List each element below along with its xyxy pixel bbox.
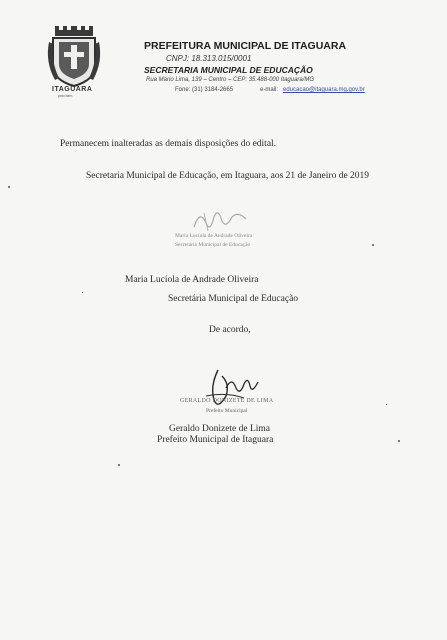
- signatory-2-role: Prefeito Municipal de Itaguara: [157, 435, 274, 445]
- crest-motto: pelo bem: [58, 94, 73, 98]
- agreement-line: De acordo,: [209, 325, 251, 335]
- crest-label: ITAGUARA: [52, 86, 93, 93]
- signature-scribble-2: [196, 366, 266, 412]
- paper-speck: [386, 404, 387, 405]
- header-department: SECRETARIA MUNICIPAL DE EDUCAÇÃO: [144, 65, 313, 75]
- header-phone: Fone: (31) 3184-2665: [175, 87, 234, 93]
- paper-speck: [8, 186, 10, 188]
- signatory-1-name: Maria Lucíola de Andrade Oliveira: [125, 275, 259, 285]
- signature-1-stamp-role: Secretária Municipal de Educação: [175, 242, 251, 248]
- paper-speck: [82, 292, 83, 293]
- header-cnpj: CNPJ: 18.313.015/0001: [166, 54, 252, 63]
- signature-1-stamp-name: Maria Lucíola de Andrade Oliveira: [175, 233, 253, 239]
- place-date-line: Secretaria Municipal de Educação, em Itaguara, aos 21 de Janeiro de 2019: [86, 171, 370, 181]
- header-email-label: e-mail:: [260, 87, 279, 93]
- body-paragraph: Permanecem inalteradas as demais disposições do edital.: [60, 139, 277, 149]
- paper-speck: [118, 464, 120, 466]
- signatory-2-name: Geraldo Donizete de Lima: [169, 424, 271, 434]
- signature-2-stamp-name: GERALDO DONIZETE DE LIMA: [180, 398, 274, 404]
- paper-speck: [372, 244, 374, 246]
- signatory-1-role: Secretária Municipal de Educação: [168, 294, 299, 304]
- signature-2-stamp-role: Prefeito Municipal: [206, 408, 248, 414]
- signature-scribble-1: [190, 205, 250, 235]
- paper-speck: [398, 440, 400, 442]
- header-address: Rua Mário Lima, 139 – Centro – CEP: 35.488-000 Itaguara/MG: [146, 77, 315, 83]
- header-email-link[interactable]: educacao@itaguara.mg.gov.br: [283, 87, 365, 93]
- header-title: PREFEITURA MUNICIPAL DE ITAGUARA: [144, 40, 347, 52]
- coat-of-arms-icon: [45, 22, 103, 92]
